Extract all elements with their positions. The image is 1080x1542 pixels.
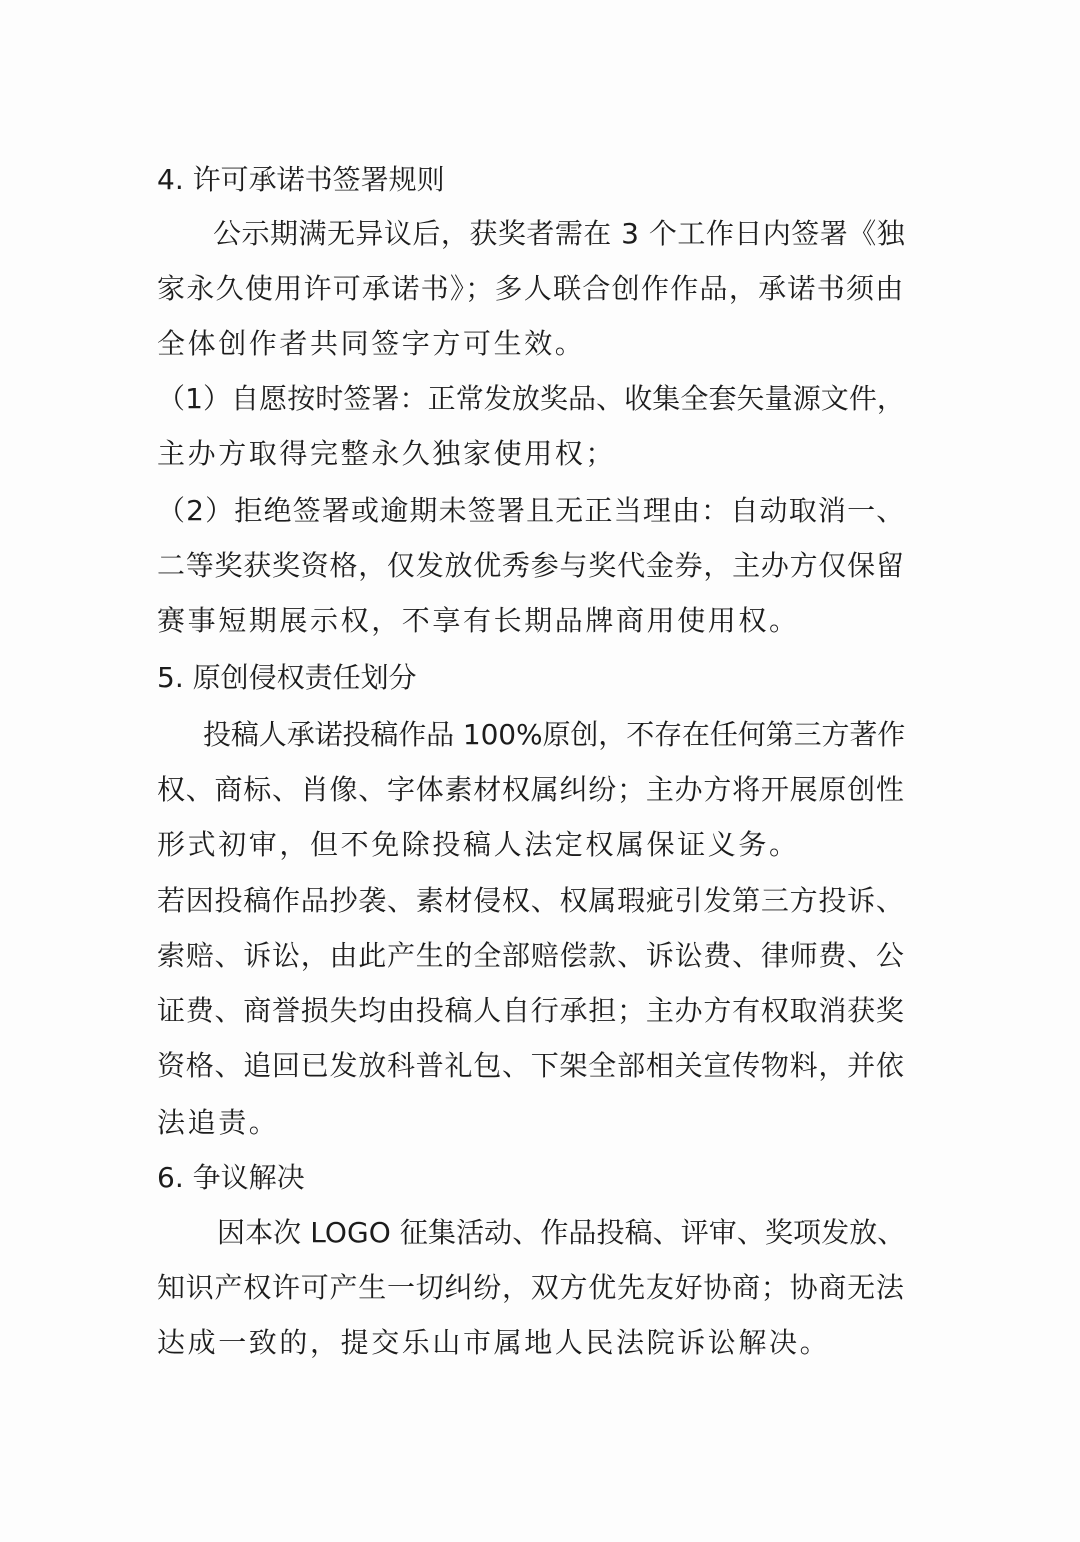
paragraph-line: 形式初审，但不免除投稿人法定权属保证义务。 [157,828,800,861]
paragraph-line: 若因投稿作品抄袭、素材侵权、权属瑕疵引发第三方投诉、 [157,884,905,917]
heading-signing-rules: 4. 许可承诺书签署规则 [157,163,445,196]
paragraph-line: 因本次 LOGO 征集活动、作品投稿、评审、奖项发放、 [217,1216,906,1249]
paragraph-line: 达成一致的，提交乐山市属地人民法院诉讼解决。 [157,1326,831,1359]
list-item-2: （2）拒绝签署或逾期未签署且无正当理由：自动取消一、 [157,494,906,527]
paragraph-line: 索赔、诉讼，由此产生的全部赔偿款、诉讼费、律师费、公 [157,939,905,972]
paragraph-line: 主办方取得完整永久独家使用权； [157,437,617,470]
paragraph-line: 家永久使用许可承诺书》；多人联合创作作品，承诺书须由 [157,272,905,305]
paragraph-line: 证费、商誉损失均由投稿人自行承担；主办方有权取消获奖 [157,994,905,1027]
paragraph-line: 投稿人承诺投稿作品 100%原创，不存在任何第三方著作 [203,718,906,751]
paragraph-line: 赛事短期展示权，不享有长期品牌商用使用权。 [157,604,800,637]
paragraph-line: 法追责。 [157,1106,280,1139]
paragraph-line: 全体创作者共同签字方可生效。 [157,327,586,360]
paragraph-line: 公示期满无异议后，获奖者需在 3 个工作日内签署《独 [213,217,906,250]
paragraph-line: 二等奖获奖资格，仅发放优秀参与奖代金券，主办方仅保留 [157,549,905,582]
heading-infringement-liability: 5. 原创侵权责任划分 [157,661,417,694]
list-item-1: （1）自愿按时签署：正常发放奖品、收集全套矢量源文件， [157,382,906,415]
paragraph-line: 资格、追回已发放科普礼包、下架全部相关宣传物料，并依 [157,1049,905,1082]
heading-dispute-resolution: 6. 争议解决 [157,1161,305,1194]
paragraph-line: 权、商标、肖像、字体素材权属纠纷；主办方将开展原创性 [157,773,905,806]
paragraph-line: 知识产权许可产生一切纠纷，双方优先友好协商；协商无法 [157,1271,905,1304]
